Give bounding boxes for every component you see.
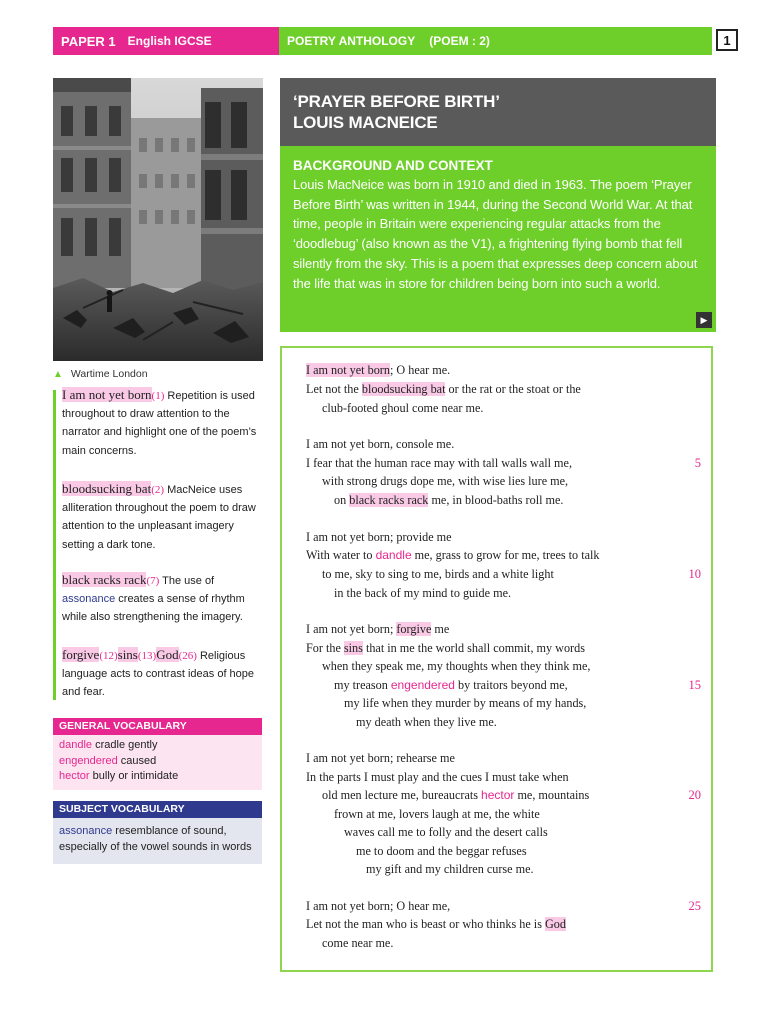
paper-label: PAPER 1 xyxy=(61,33,116,49)
vocab-word: assonance xyxy=(59,825,113,837)
background-context-box xyxy=(280,146,716,332)
poem-line-text: With water to xyxy=(306,548,376,562)
annotations-column xyxy=(53,386,263,706)
highlighted-phrase: black racks rack xyxy=(349,493,429,507)
poem-line-text: ; O hear me. xyxy=(389,363,451,377)
vocab-item xyxy=(59,754,256,770)
poem-line-text: me, in blood-baths roll me. xyxy=(428,493,564,507)
annotation-1 xyxy=(62,386,267,460)
poem-text-box xyxy=(280,346,713,972)
poem-line-2 xyxy=(306,382,581,397)
vocab-item xyxy=(59,769,256,785)
poem-line-20 xyxy=(322,788,589,803)
vocab-definition: resemblance of sound, especially of the vowel sounds in words xyxy=(59,825,252,853)
vocab-definition: bully or intimidate xyxy=(89,770,179,782)
annotation-line-ref: (7) xyxy=(146,575,160,587)
subject-label: English IGCSE xyxy=(127,34,212,48)
annotation-line-ref: (1) xyxy=(151,390,165,402)
poem-line-text: me, grass to grow for me, trees to talk xyxy=(411,548,600,562)
annotation-text: MacNeice uses alliteration throughout the poem to draw attention to the unpleasant imagery setting a dark tone. xyxy=(62,484,256,551)
vocab-word: hector xyxy=(59,770,90,782)
vocab-keyword: engendered xyxy=(390,678,455,692)
vocab-word: dandle xyxy=(59,739,93,751)
poem-line-7 xyxy=(334,493,563,508)
annotation-line-ref: (12) xyxy=(99,650,118,662)
annotation-4 xyxy=(62,646,267,702)
poem-line-text: or the rat or the stoat or the xyxy=(445,382,581,396)
header-paper-bar xyxy=(53,27,279,55)
annotation-line-ref: (13) xyxy=(137,650,157,662)
poem-line-4: I am not yet born, console me. xyxy=(306,437,455,451)
poem-line-3: club-footed ghoul come near me. xyxy=(322,401,484,415)
annotation-divider xyxy=(53,390,56,700)
line-number: 15 xyxy=(688,678,701,692)
highlighted-phrase: sins xyxy=(343,641,363,655)
annotation-quote: forgive xyxy=(62,647,100,662)
poem-line-13 xyxy=(306,641,585,656)
poem-line-14: when they speak me, my thoughts when they think me, xyxy=(322,659,591,673)
poem-line-text: Let not the xyxy=(306,382,362,396)
vocab-definition: cradle gently xyxy=(92,739,158,751)
poem-line-21: frown at me, lovers laugh at me, the white xyxy=(334,807,540,821)
line-number: 25 xyxy=(688,899,701,913)
photo-caption-text: Wartime London xyxy=(70,368,148,380)
annotation-text: The use of xyxy=(159,575,215,587)
poem-line-text: For the xyxy=(306,641,344,655)
poem-line-text: that in me the world shall commit, my words xyxy=(362,641,585,655)
vocab-word: engendered xyxy=(59,754,118,767)
subject-vocabulary-entry xyxy=(53,818,262,855)
general-vocabulary-list xyxy=(53,735,262,785)
section-label: POETRY ANTHOLOGY xyxy=(287,34,416,48)
background-heading: BACKGROUND AND CONTEXT xyxy=(293,158,493,173)
poem-line-24: my gift and my children curse me. xyxy=(366,862,534,876)
poem-line-text: me xyxy=(431,622,450,636)
highlighted-phrase: God xyxy=(544,917,566,931)
poem-line-27: come near me. xyxy=(322,936,394,950)
line-number: 10 xyxy=(688,567,701,581)
subject-vocabulary-heading: SUBJECT VOCABULARY xyxy=(53,801,262,818)
poem-line-text: Let not the man who is beast or who thinks he is xyxy=(306,917,545,931)
poem-line-19: In the parts I must play and the cues I must take when xyxy=(306,770,569,784)
annotation-text: Repetition is used throughout to draw attention to the narrator and highlight one of the poem’s main concerns. xyxy=(62,390,257,457)
poem-title: ‘PRAYER BEFORE BIRTH’ xyxy=(293,92,500,111)
poem-line-15 xyxy=(334,678,568,693)
annotation-line-ref: (26) xyxy=(178,650,197,662)
poem-line-1 xyxy=(306,363,450,378)
vocab-item xyxy=(59,738,256,754)
poem-line-6: with strong drugs dope me, with wise lies lure me, xyxy=(322,474,569,488)
annotation-quote: I am not yet born xyxy=(62,387,152,402)
poem-line-18: I am not yet born; rehearse me xyxy=(306,751,455,765)
play-icon[interactable]: ▶ xyxy=(696,312,712,328)
poem-line-text: old men lecture me, bureaucrats xyxy=(322,788,482,802)
highlighted-phrase: forgive xyxy=(396,622,432,636)
poem-number-label: (POEM : 2) xyxy=(429,34,490,48)
poem-line-12 xyxy=(306,622,449,637)
poem-line-text: me, mountains xyxy=(514,788,590,802)
highlighted-phrase: I am not yet born xyxy=(306,363,390,377)
poem-line-5: I fear that the human race may with tall walls wall me, xyxy=(306,456,572,470)
poem-line-8: I am not yet born; provide me xyxy=(306,530,452,544)
poem-line-11: in the back of my mind to guide me. xyxy=(334,586,512,600)
vocab-definition: caused xyxy=(117,754,157,767)
general-vocabulary-heading: GENERAL VOCABULARY xyxy=(53,718,262,735)
poem-line-10: to me, sky to sing to me, birds and a white light xyxy=(322,567,554,581)
poem-line-23: me to doom and the beggar refuses xyxy=(356,844,527,858)
poem-line-text: by traitors beyond me, xyxy=(454,678,568,692)
annotation-2 xyxy=(62,480,267,554)
annotation-quote: God xyxy=(156,647,179,662)
poem-line-25: I am not yet born; O hear me, xyxy=(306,899,451,913)
header-section-bar xyxy=(279,27,712,55)
annotation-3 xyxy=(62,571,267,627)
triangle-bullet-icon: ▲ xyxy=(53,368,63,380)
poem-line-9 xyxy=(306,548,599,563)
annotation-text: creates a sense of rhythm while also strengthening the imagery. xyxy=(62,593,245,624)
poem-title-box xyxy=(280,78,716,146)
poem-line-text: my treason xyxy=(334,678,391,692)
poem-line-text: I am not yet born; xyxy=(306,622,397,636)
general-vocabulary-box xyxy=(53,718,262,790)
annotation-line-ref: (2) xyxy=(151,484,165,496)
line-number: 20 xyxy=(688,788,701,802)
poem-line-text: on xyxy=(334,493,350,507)
annotation-quote: sins xyxy=(117,647,138,662)
vocab-keyword: hector xyxy=(481,788,515,802)
line-number: 5 xyxy=(694,456,701,470)
poem-line-16: my life when they murder by means of my hands, xyxy=(344,696,587,710)
vocab-keyword: dandle xyxy=(375,548,412,562)
poem-line-17: my death when they live me. xyxy=(356,715,497,729)
poem-line-22: waves call me to folly and the desert calls xyxy=(344,825,548,839)
annotation-quote: bloodsucking bat xyxy=(62,481,152,496)
background-text: Louis MacNeice was born in 1910 and died in 1963. The poem ‘Prayer Before Birth’ was written in 1944, during the Second World War. At that time, people in Britain were experiencing regular attacks from the ‘doodlebug’ (also known as the V1), a frightening flying bomb that fell silently from the sky. This is a poem that expresses deep concern about the life that was in store for children being born into such a world. xyxy=(293,177,698,291)
highlighted-phrase: bloodsucking bat xyxy=(361,382,446,396)
annotation-term: assonance xyxy=(62,593,116,606)
wartime-london-photo xyxy=(53,78,263,361)
annotation-text: Religious language acts to contrast ideas of hope and fear. xyxy=(62,650,255,699)
subject-vocabulary-box xyxy=(53,801,262,864)
annotation-quote: black racks rack xyxy=(62,572,147,587)
poem-author: LOUIS MACNEICE xyxy=(293,113,438,132)
photo-caption xyxy=(53,368,148,380)
poem-line-26 xyxy=(306,917,566,932)
page-number: 1 xyxy=(716,29,738,51)
